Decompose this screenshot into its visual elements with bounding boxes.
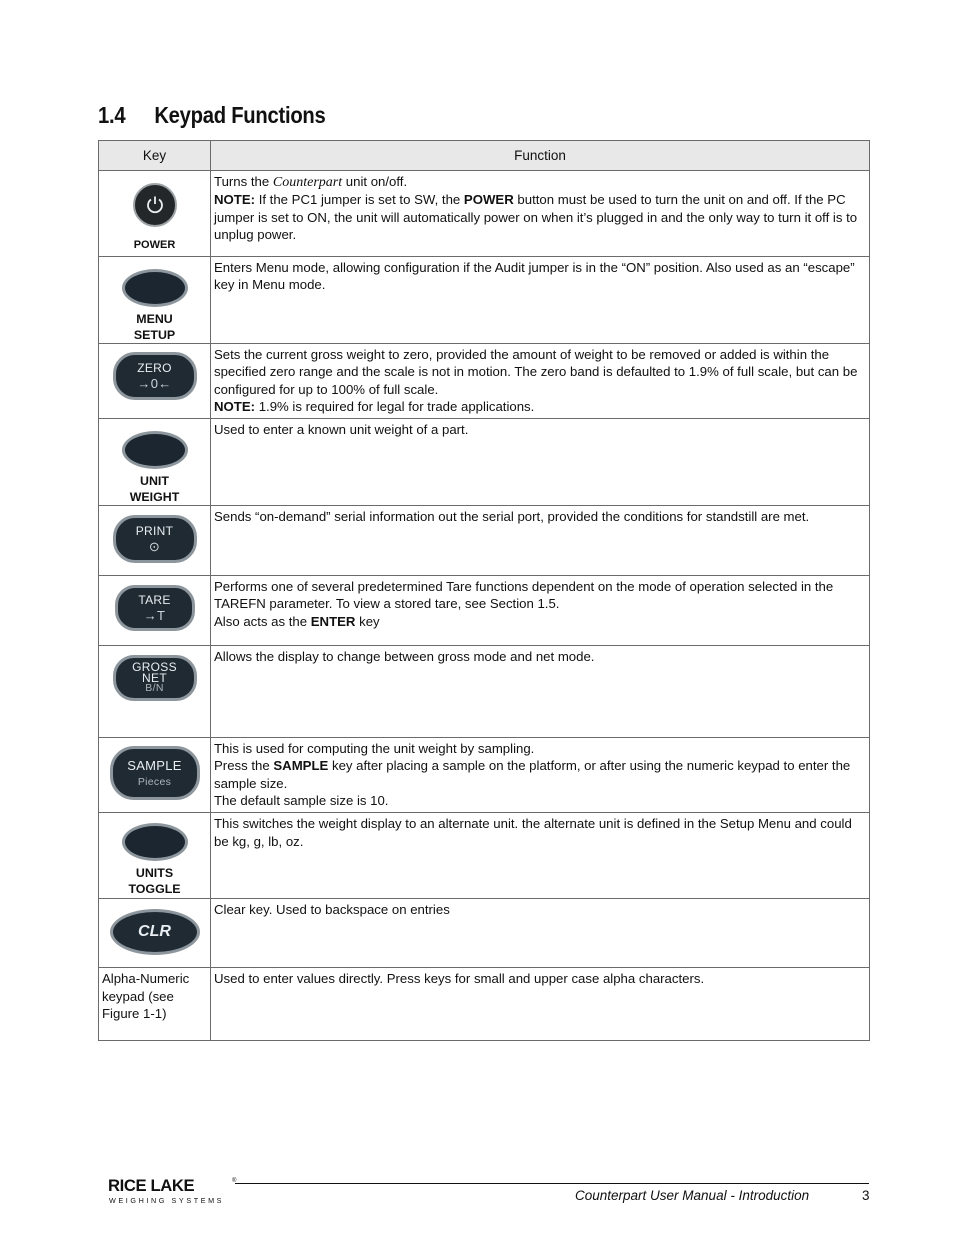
zero-description: Sets the current gross weight to zero, provided the amount of weight to be removed or added is within the specified zero range and the scale is not in motion. The zero band is defaulted to 1.9% of full scale, but can be configured for up to 100% of full scale. NOTE: 1.9% is required for legal for trade applications. (211, 344, 870, 419)
keypad-functions-table (98, 140, 870, 1041)
unit-weight-description: Used to enter a known unit weight of a part. (211, 419, 870, 506)
table-row (99, 899, 870, 968)
print-key-text: PRINT (135, 523, 174, 538)
page-number: 3 (862, 1188, 870, 1203)
sample-description: This is used for computing the unit weight by sampling. Press the SAMPLE key after placing a sample on the platform, or after using the numeric keypad to enter the sample size. The default sample size is 10. (211, 738, 870, 813)
power-description: Turns the Counterpart unit on/off. NOTE: If the PC1 jumper is set to SW, the POWER button must be used to turn the unit on and off. If the PC jumper is set to ON, the unit will automatically power on when it’s plugged in and the only way to turn it off is to unplug power. (211, 171, 870, 257)
units-toggle-key-label: UNITS TOGGLE (128, 866, 181, 897)
print-description: Sends “on-demand” serial information out the serial port, provided the conditions for standstill are met. (211, 506, 870, 576)
gross-key-text: GROSS (132, 660, 177, 675)
power-icon (144, 194, 166, 216)
footer-manual-title: Counterpart User Manual - Introduction (575, 1188, 810, 1203)
logo-registered-mark: ® (232, 1178, 237, 1184)
zero-key-button (113, 352, 197, 400)
logo-brand: RICE LAKE (108, 1176, 195, 1195)
key-cell-alpha-numeric: Alpha-Numeric keypad (see Figure 1-1) (99, 968, 211, 1041)
key-cell-units-toggle (99, 813, 211, 899)
section-title: Keypad Functions (154, 102, 326, 128)
table-header-row (99, 141, 870, 171)
power-key-button (133, 183, 177, 227)
key-cell-tare (99, 576, 211, 646)
table-row (99, 506, 870, 576)
alpha-numeric-description: Used to enter values directly. Press keys for small and upper case alpha characters. (211, 968, 870, 1041)
header-function: Function (211, 141, 870, 171)
gross-net-description: Allows the display to change between gross mode and net mode. (211, 646, 870, 738)
table-row (99, 171, 870, 257)
key-cell-zero (99, 344, 211, 419)
key-cell-unit-weight (99, 419, 211, 506)
print-icon: ⊙ (148, 538, 161, 554)
net-key-text: NET (142, 670, 167, 685)
zero-arrows-icon: →0← (137, 376, 172, 391)
tare-arrow-icon: →T (143, 608, 166, 624)
print-key-button (113, 515, 197, 563)
footer-rule (235, 1183, 869, 1184)
table-row (99, 344, 870, 419)
table-row (99, 646, 870, 738)
header-key: Key (99, 141, 211, 171)
key-cell-gross-net (99, 646, 211, 738)
section-number: 1.4 (98, 102, 126, 128)
units-toggle-description: This switches the weight display to an alternate unit. the alternate unit is defined in the Setup Menu and could be kg, g, lb, oz. (211, 813, 870, 899)
unit-weight-key-label: UNIT WEIGHT (129, 474, 180, 505)
gross-net-key-button (113, 655, 197, 701)
clr-key-text: CLR (138, 923, 171, 941)
table-row (99, 419, 870, 506)
clr-description: Clear key. Used to backspace on entries (211, 899, 870, 968)
tare-description: Performs one of several predetermined Tare functions dependent on the mode of operation selected in the TAREFN parameter. To view a stored tare, see Section 1.5. Also acts as the ENTER key (211, 576, 870, 646)
key-cell-clr (99, 899, 211, 968)
sample-key-text: SAMPLE (127, 758, 182, 774)
key-cell-print (99, 506, 211, 576)
key-cell-sample (99, 738, 211, 813)
menu-setup-description: Enters Menu mode, allowing configuration if the Audit jumper is in the “ON” position. Also used as an “escape” key in Menu mode. (211, 257, 870, 344)
zero-key-text: ZERO (137, 361, 172, 375)
key-cell-menu-setup (99, 257, 211, 344)
power-key-label: POWER (133, 239, 176, 251)
key-cell-power (99, 171, 211, 257)
section-heading (98, 102, 326, 134)
tare-key-button (115, 585, 195, 631)
clr-key-button (110, 909, 200, 955)
sample-key-button (110, 746, 200, 800)
rice-lake-logo (108, 1176, 237, 1206)
table-row (99, 968, 870, 1041)
logo-tagline: WEIGHING SYSTEMS (109, 1196, 225, 1205)
unit-weight-key-button (122, 431, 188, 469)
table-row (99, 738, 870, 813)
tare-key-text: TARE (138, 593, 171, 608)
menu-setup-key-button (122, 269, 188, 307)
units-toggle-key-button (122, 823, 188, 861)
table-row (99, 257, 870, 344)
gross-net-key-subtext: B/N (145, 682, 164, 695)
menu-setup-key-label: MENU SETUP (133, 312, 176, 342)
sample-key-subtext: Pieces (137, 776, 172, 789)
table-row (99, 576, 870, 646)
table-row (99, 813, 870, 899)
